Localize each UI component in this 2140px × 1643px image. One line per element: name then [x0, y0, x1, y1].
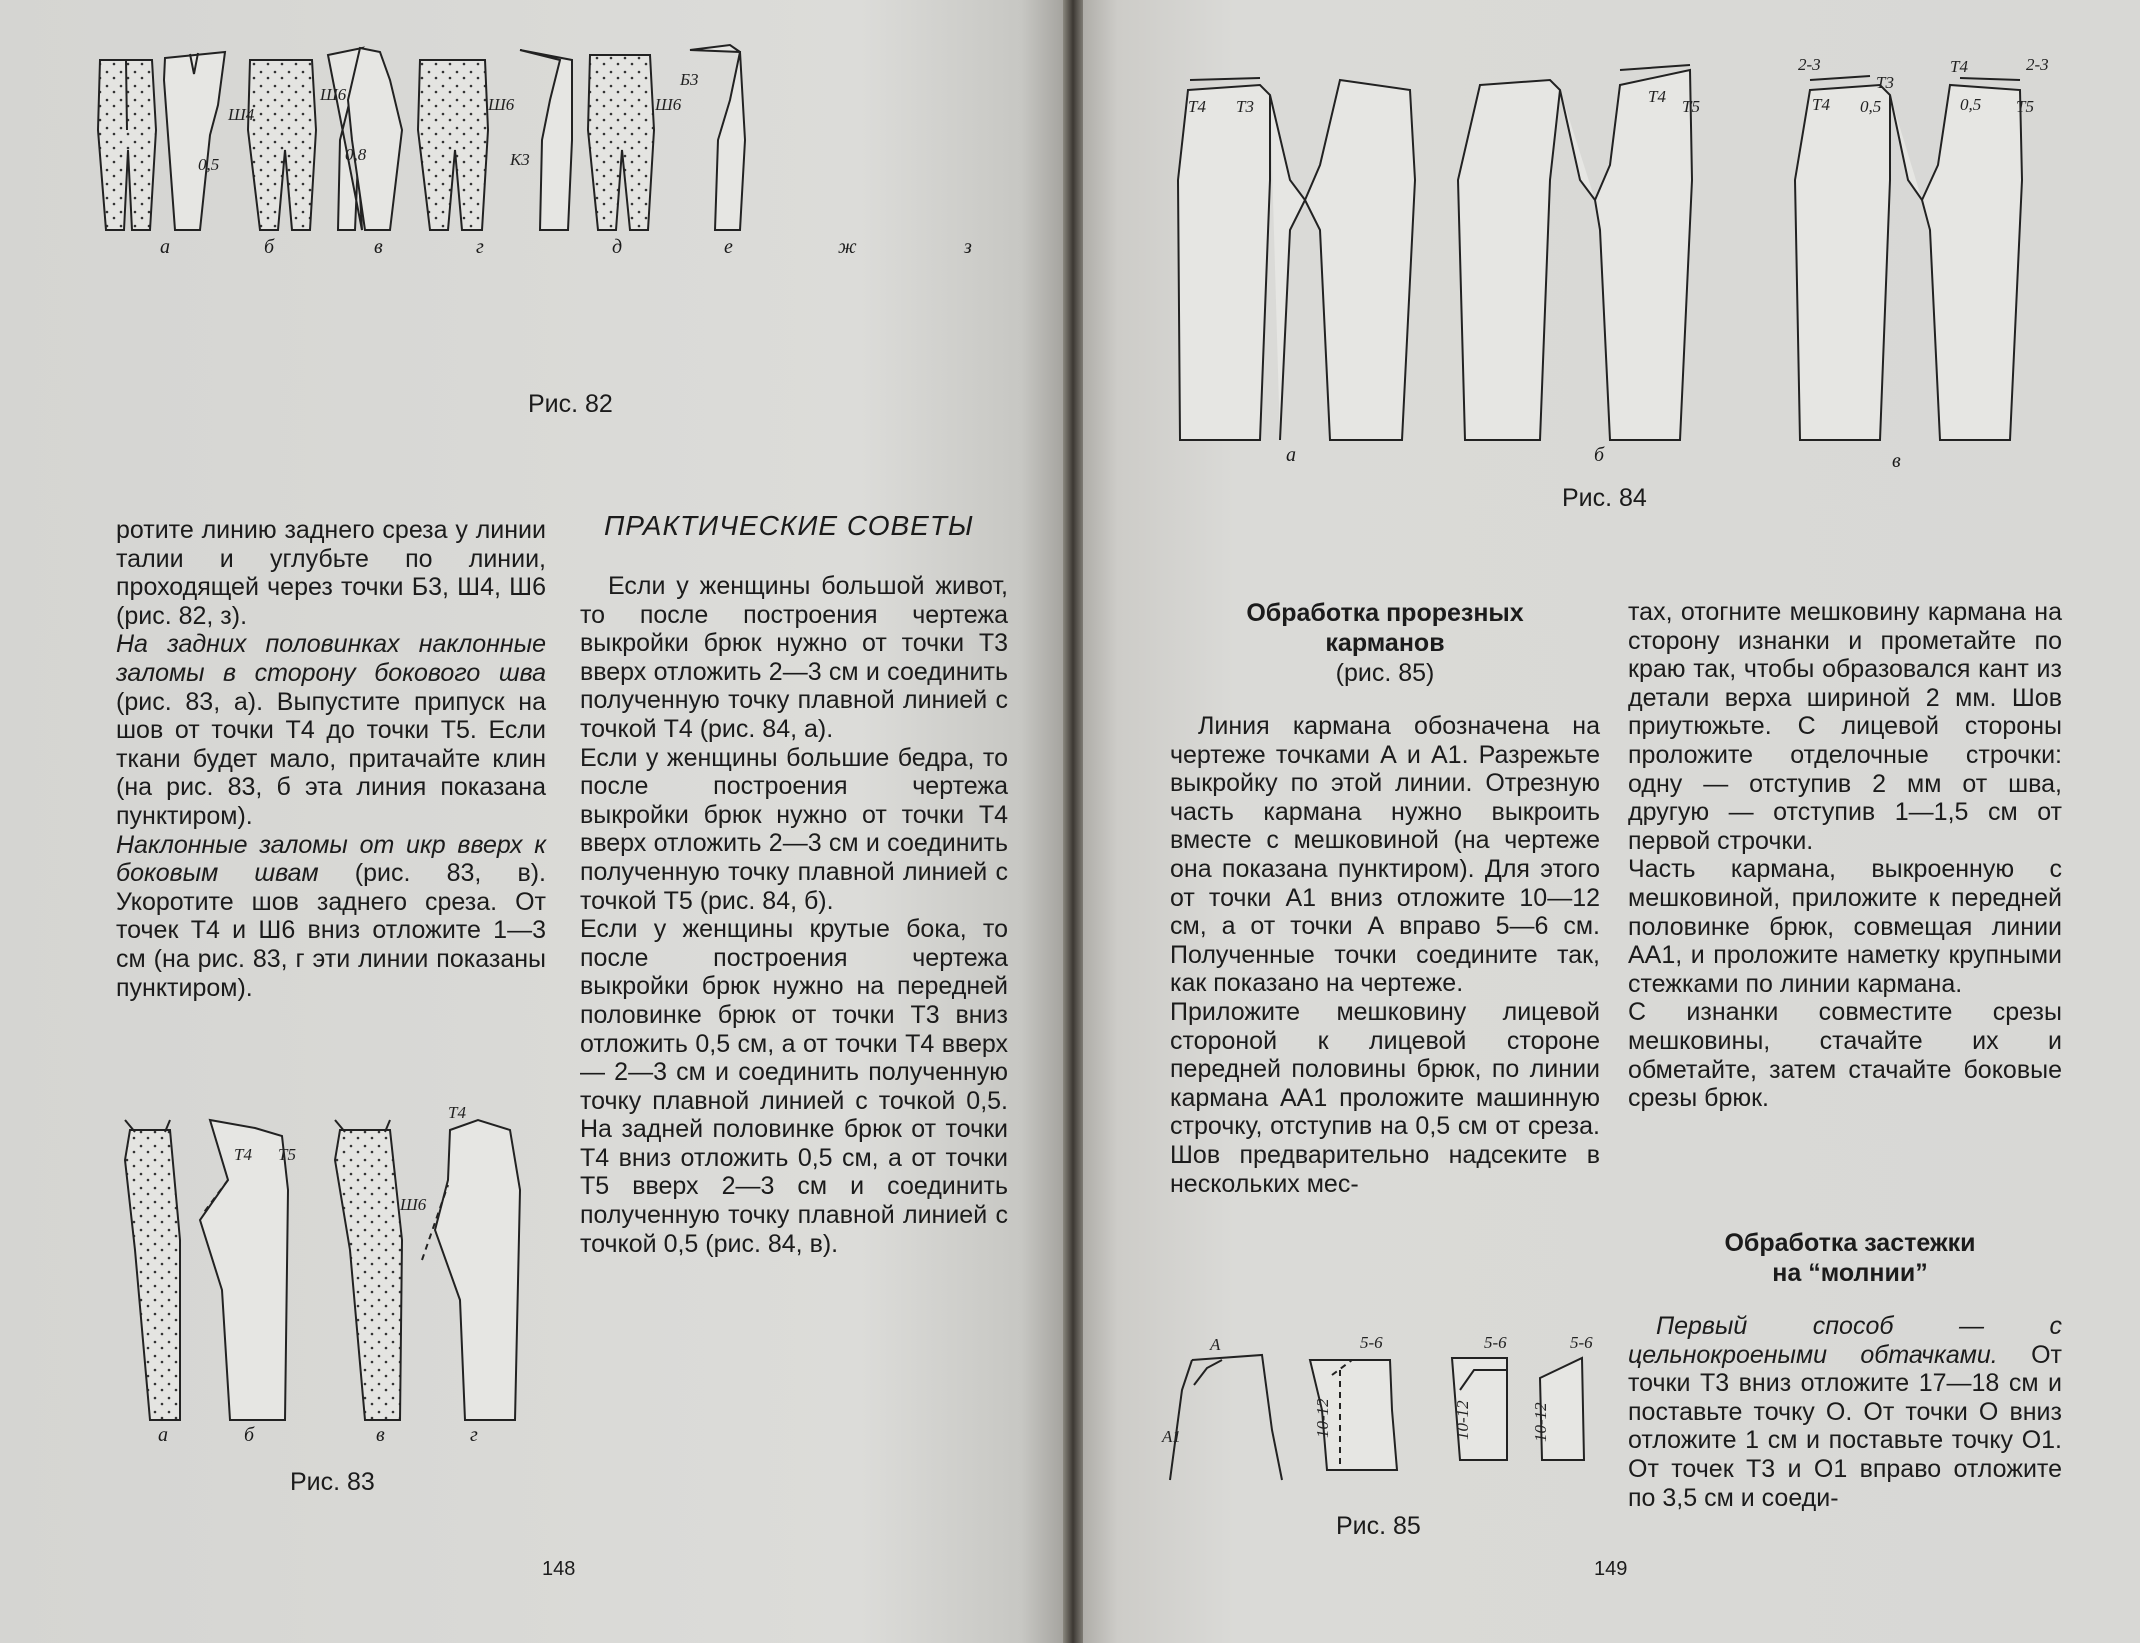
right-page-number: 149 — [1594, 1558, 1628, 1580]
figure-82 — [90, 40, 1090, 270]
svg-text:А1: А1 — [1162, 1427, 1181, 1446]
fig82-label-f: е — [724, 236, 733, 258]
right-col2-p2: Часть кармана, выкроенную с мешковиной, приложите к передней половинке брюк, совмещая линии АА1, и проложите наметку крупными стежками по линии кармана. — [1628, 855, 2062, 998]
fig84-b-shape — [1458, 70, 1692, 440]
zipper-heading — [1640, 1228, 2060, 1288]
fig83-c-shape — [335, 1130, 402, 1420]
fig82-f-shape — [520, 50, 572, 230]
zipper-method-text: От точки Т3 вниз отложите 17—18 см и поставьте точку О. От точки О вниз отложите 1 см и поставьте точку О1. От точек Т3 и О1 вправо отложите по 3,5 см и соеди- — [1628, 1340, 2062, 1512]
svg-text:Ш6: Ш6 — [320, 85, 347, 104]
fig82-label-b: б — [264, 236, 275, 258]
svg-text:Б3: Б3 — [680, 70, 699, 89]
right-col1 — [1170, 712, 1600, 1198]
right-col2-p1: тах, отогните мешковину кармана на сторону изнанки и прометайте по краю так, чтобы образовался кант из детали верха шириной 2 мм. Шов приутюжьте. С лицевой стороны проложите отделочные строчки: одну — отступив 2 мм от шва, другую — отступив 1—1,5 см от первой строчки. — [1628, 598, 2062, 855]
pockets-heading-line2: карманов — [1325, 629, 1445, 657]
svg-text:Т5: Т5 — [278, 1145, 296, 1164]
fig82-c-shape — [248, 60, 316, 230]
figure-83 — [110, 1100, 580, 1460]
left-col1-p3: (рис. 83, в). Укоротите шов заднего среза. От точек Т4 и Ш6 вниз отложите 1—3 см (на рис. 83, г эти линии показаны пунктиром). — [116, 859, 546, 1002]
fig82-b-shape — [164, 52, 225, 230]
fig83-label-b: б — [244, 1424, 255, 1446]
pockets-heading — [1180, 598, 1590, 688]
zipper-method-italic: Первый способ — с цельнокроеными обтачками. — [1628, 1312, 2062, 1369]
fig82-label-a: а — [160, 236, 170, 258]
svg-text:10-12: 10-12 — [1531, 1402, 1550, 1442]
svg-text:Ш6: Ш6 — [488, 95, 515, 114]
figure-85 — [1162, 1330, 1602, 1490]
svg-text:5-6: 5-6 — [1484, 1333, 1507, 1352]
fig82-label-c: в — [374, 236, 383, 258]
right-col1-p1: Линия кармана обозначена на чертеже точками А и А1. Разрежьте выкройку по этой линии. Отрезную часть кармана нужно выкроить вместе с мешковиной (на чертеже она показана пунктиром). Для этого от точки А1 вниз отложите 10—12 см, а от точки А вправо 5—6 см. Полученные точки соедините так, как показано на чертеже. — [1170, 712, 1600, 998]
left-col1 — [116, 516, 546, 1002]
left-col1-p1: ротите линию заднего среза у линии талии и углубьте по линии, проходящей через точки Б3, Ш4, Ш6 (рис. 82, з). — [116, 516, 546, 630]
zipper-heading-line1: Обработка застежки — [1724, 1229, 1976, 1257]
fig82-label-h: з — [964, 236, 972, 258]
svg-text:Ш6: Ш6 — [400, 1195, 427, 1214]
svg-text:Ш6: Ш6 — [655, 95, 682, 114]
fig85-caption: Рис. 85 — [1336, 1512, 1421, 1540]
left-col2 — [580, 572, 1008, 1258]
fig82-caption: Рис. 82 — [528, 390, 613, 418]
left-col1-p2-italic: На задних половинках наклонные заломы в сторону бокового шва — [116, 630, 546, 687]
svg-text:Т3: Т3 — [1236, 97, 1254, 116]
left-page-number: 148 — [542, 1558, 576, 1580]
fig83-d-shape — [435, 1120, 520, 1420]
svg-text:0,5: 0,5 — [1960, 95, 1982, 114]
svg-text:Т4: Т4 — [448, 1103, 466, 1122]
right-col1-p2: Приложите мешковину лицевой стороной к лицевой стороне передней половины брюк, по линии кармана АА1 проложите машинную строчку, отступив на 0,5 см от среза. Шов предварительно надсеките в нескольких мес- — [1170, 997, 1600, 1198]
svg-text:К3: К3 — [510, 150, 530, 169]
fig84-label-b: б — [1594, 444, 1605, 466]
svg-text:0,5: 0,5 — [1860, 97, 1882, 116]
fig83-label-d: г — [470, 1424, 478, 1446]
svg-text:Т4: Т4 — [234, 1145, 252, 1164]
fig84-c-shape — [1795, 85, 2022, 440]
left-col2-p1: Если у женщины большой живот, то после построения чертежа выкройки брюк нужно от точки Т3 вверх отложить 2—3 см и соединить полученную точку плавной линией с точкой Т4 (рис. 84, а). — [580, 572, 1008, 743]
left-col1-p3-italic: Наклонные заломы от икр вверх к боковым швам — [116, 830, 546, 888]
fig82-e-shape — [418, 60, 488, 230]
svg-text:Т3: Т3 — [1876, 73, 1894, 92]
svg-text:5-6: 5-6 — [1570, 1333, 1593, 1352]
svg-text:Т5: Т5 — [1682, 97, 1700, 116]
svg-text:2-3: 2-3 — [1798, 55, 1821, 74]
fig85-shape-1 — [1192, 1355, 1282, 1480]
fig82-label-g: ж — [838, 236, 857, 258]
fig84-label-c: в — [1892, 450, 1901, 472]
svg-text:А: А — [1210, 1335, 1221, 1354]
pockets-heading-line1: Обработка прорезных — [1246, 599, 1524, 627]
right-col2 — [1628, 598, 2062, 1113]
svg-text:Т4: Т4 — [1648, 87, 1666, 106]
left-col2-p2: Если у женщины большие бедра, то после построения чертежа выкройки брюк нужно от точки Т4 вверх отложить 2—3 см и соединить полученную точку плавной линией с точкой Т5 (рис. 84, б). — [580, 743, 1008, 915]
right-col2-p3: С изнанки совместите срезы мешковины, стачайте их и обметайте, затем стачайте боковые срезы брюк. — [1628, 998, 2062, 1113]
fig84-a-shape — [1178, 80, 1415, 440]
fig84-label-a: а — [1286, 444, 1296, 466]
fig82-g-shape — [588, 55, 654, 230]
svg-text:0,5: 0,5 — [198, 155, 220, 174]
right-col2-end — [1628, 1312, 2062, 1512]
fig83-label-c: в — [376, 1424, 385, 1446]
figure-84 — [1170, 40, 2110, 440]
fig84-caption: Рис. 84 — [1562, 484, 1647, 512]
zipper-heading-line2: на “молнии” — [1772, 1259, 1928, 1287]
fig82-label-d: г — [476, 236, 484, 258]
svg-text:Т4: Т4 — [1950, 57, 1968, 76]
svg-text:2-3: 2-3 — [2026, 55, 2049, 74]
practical-tips-heading: ПРАКТИЧЕСКИЕ СОВЕТЫ — [604, 510, 974, 541]
svg-text:Т4: Т4 — [1812, 95, 1830, 114]
left-col2-p3: Если у женщины крутые бока, то после построения чертежа выкройки брюк нужно на передней половинке брюк от точки Т3 вниз отложить 0,5 см, а от точки Т4 вверх — 2—3 см и соединить полученную точку плавной линией с точкой 0,5. На задней половинке брюк от точки Т4 вниз отложить 0,5 см, а от точки Т5 вверх 2—3 см и соединить полученную точку плавной линией с точкой 0,5 (рис. 84, в). — [580, 915, 1008, 1258]
fig83-a-shape — [125, 1130, 180, 1420]
svg-text:Ш4: Ш4 — [228, 105, 255, 124]
svg-text:10-12: 10-12 — [1453, 1400, 1472, 1440]
fig82-label-e: д — [612, 236, 623, 258]
left-col1-p2: (рис. 83, а). Выпустите припуск на шов от точки Т4 до точки Т5. Если ткани будет мало, притачайте клин (на рис. 83, б эта линия показана пунктиром). — [116, 687, 546, 830]
svg-text:5-6: 5-6 — [1360, 1333, 1383, 1352]
fig83-b-shape — [200, 1120, 288, 1420]
svg-text:0,8: 0,8 — [345, 145, 367, 164]
pockets-heading-ref: (рис. 85) — [1335, 659, 1435, 687]
fig83-caption: Рис. 83 — [290, 1468, 375, 1496]
svg-text:Т5: Т5 — [2016, 97, 2034, 116]
svg-text:10-12: 10-12 — [1313, 1398, 1332, 1438]
svg-text:Т4: Т4 — [1188, 97, 1206, 116]
fig83-label-a: а — [158, 1424, 168, 1446]
